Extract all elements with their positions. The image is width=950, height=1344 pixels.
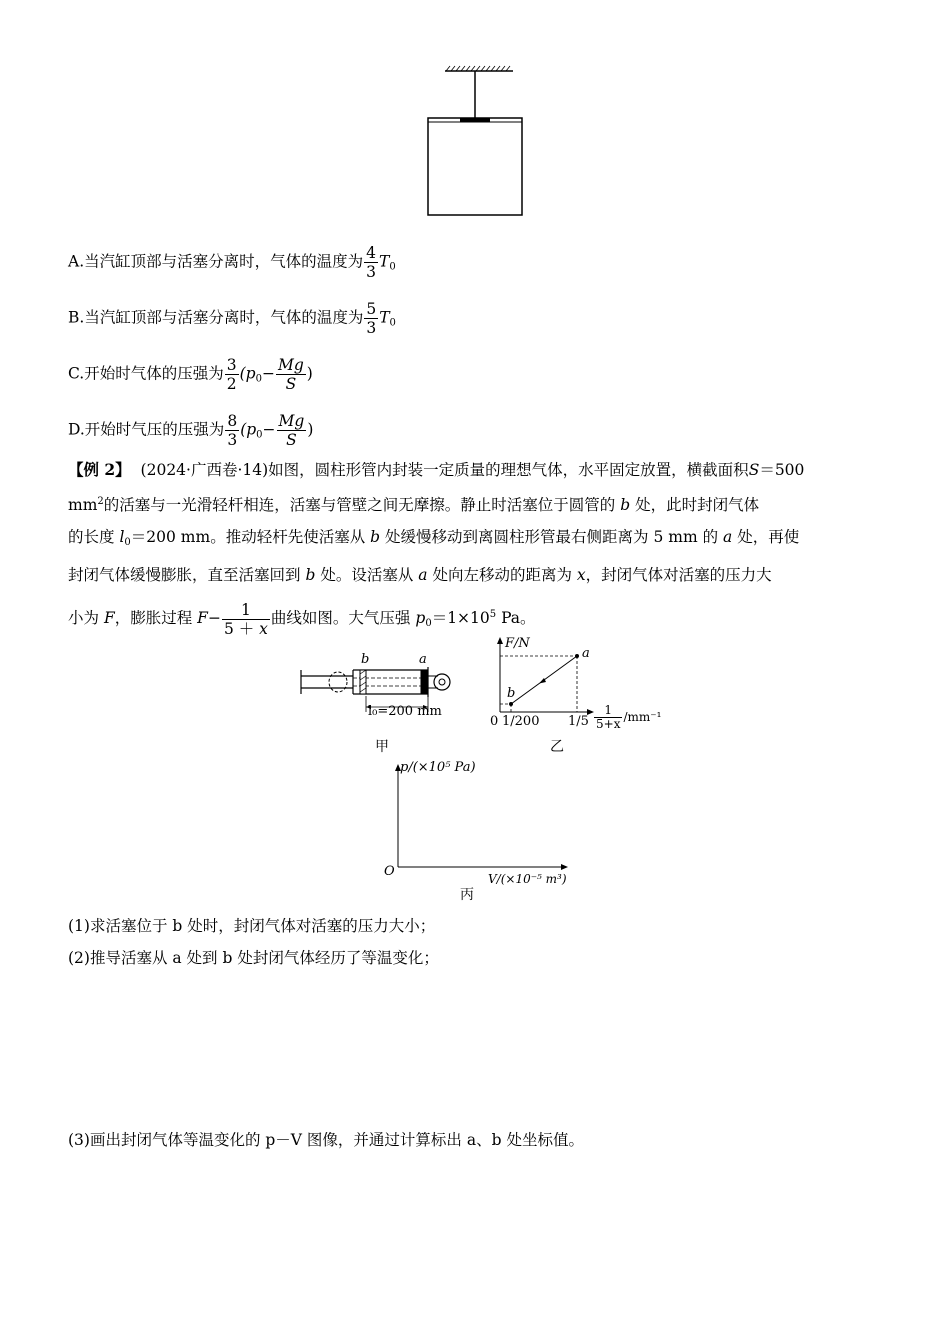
fraction: $\frac{5}{3}$ [366, 300, 377, 337]
question-2: (2)推导活塞从 a 处到 b 处封闭气体经历了等温变化； [68, 949, 439, 967]
option-b: B.当汽缸顶部与活塞分离时，气体的温度为 $\frac{5}{3}$ $T_0$ [68, 300, 396, 337]
fraction: $\frac{4}{3}$ [366, 244, 376, 281]
fraction: $\frac{1}{5 + x}$ [223, 600, 268, 638]
yi-tick-1-200: 1/200 [502, 714, 540, 729]
yi-origin: 0 [490, 714, 499, 729]
yi-x-axis-label: $\frac{1}{5+x}$ /mm⁻¹ [596, 703, 662, 731]
hanging-cylinder-figure [420, 62, 530, 222]
question-1: (1)求活塞位于 b 处时，封闭气体对活塞的压力大小； [68, 917, 436, 935]
yi-y-axis-label: F/N [505, 636, 530, 651]
bing-caption: 丙 [460, 887, 474, 903]
jia-length-label: l₀=200 mm [368, 704, 442, 719]
fraction: $\frac{Mg}{S}$ [277, 356, 304, 393]
yi-caption: 乙 [550, 739, 564, 755]
fraction: $\frac{Mg}{S}$ [278, 412, 305, 449]
option-d: D.开始时气压的压强为 $\frac{8}{3}$ ($p_0-$ $\frac{Mg}{S}$ ) [68, 412, 314, 449]
fraction: $\frac{8}{3}$ [227, 412, 238, 449]
bing-origin: O [384, 864, 395, 879]
yi-point-b: b [507, 686, 516, 701]
jia-label-a: a [419, 652, 427, 667]
jia-label-b: b [361, 652, 370, 667]
option-a: A.当汽缸顶部与活塞分离时，气体的温度为 $\frac{4}{3}$ $T_0$ [68, 244, 396, 281]
fraction: $\frac{1}{5+x}$ [596, 703, 621, 731]
bing-x-axis-label: V/(×10⁻⁵ m³) [488, 872, 567, 886]
example-2-text: 【例 2】 (2024·广西卷·14)如图，圆柱形管内封装一定质量的理想气体，水平固定放置，横截面积S＝500 $mm^2$的活塞与一光滑轻杆相连，活塞与管壁之间无摩擦。静止时活塞位于圆管的 b 处，此时封闭气体 的长度 $l_0=200$ mm。推动轻杆先使活塞从 b 处缓慢移动到离圆柱形管最右侧距离为 5 mm 的 a 处，再使 封闭气体缓慢膨胀，直至活塞回到 b 处。设活塞从 a 处向左移动的距离为 x，封闭气体对活塞的压力大 小为 F，膨胀过程 F− $\frac{1}{5 + x}$ 曲线如图。大气压强 $p_0=1\times 10^5$ Pa。 [68, 460, 805, 638]
figure-bing-axes [394, 760, 574, 875]
option-c: C.开始时气体的压强为 $\frac{3}{2}$ ($p_0-$ $\frac{Mg}{S}$ ) [68, 356, 313, 393]
question-3: (3)画出封闭气体等温变化的 p－V 图像，并通过计算标出 a、b 处坐标值。 [68, 1131, 584, 1149]
yi-point-a: a [582, 646, 590, 661]
fraction: $\frac{3}{2}$ [226, 356, 237, 393]
jia-caption: 甲 [375, 739, 389, 755]
bing-y-axis-label: p/(×10⁵ Pa) [400, 760, 476, 775]
yi-tick-1-5: 1/5 [568, 714, 589, 729]
